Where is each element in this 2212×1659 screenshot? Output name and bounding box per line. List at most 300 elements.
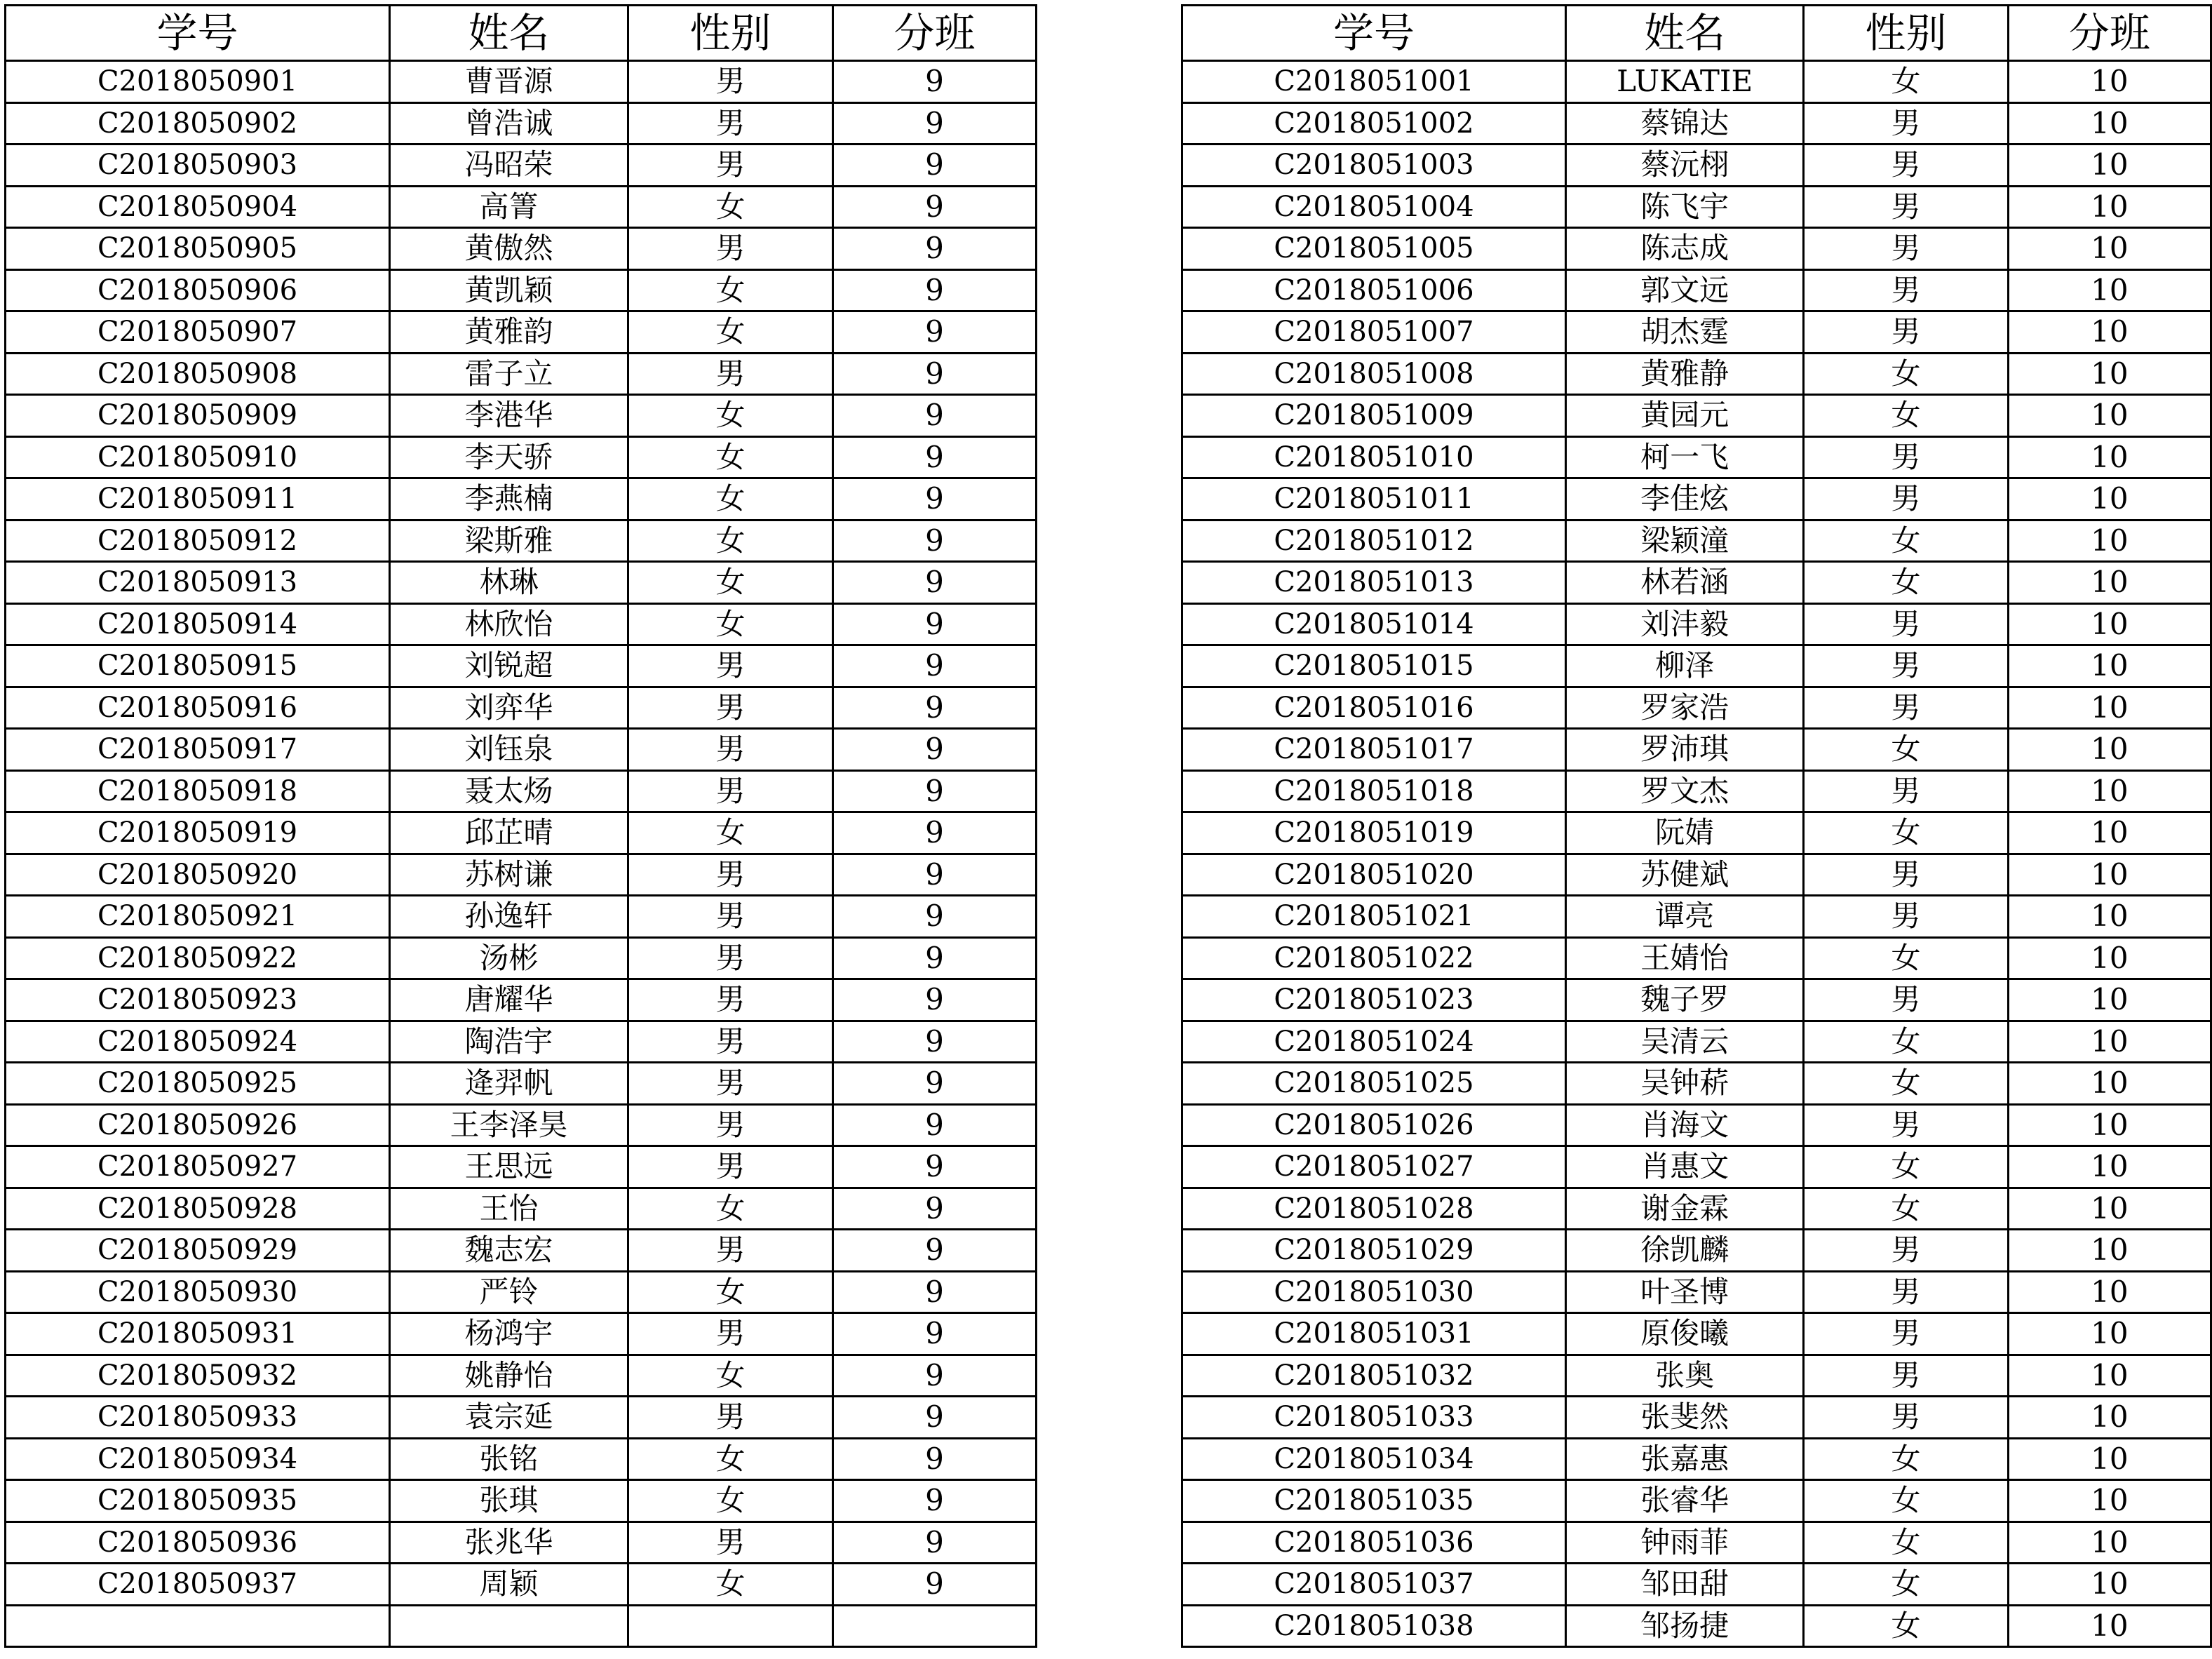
student-name-cell: 梁颖潼 xyxy=(1565,520,1803,562)
class-cell: 10 xyxy=(2008,1021,2211,1063)
table-row xyxy=(6,770,1037,812)
gender-cell: 男 xyxy=(628,61,833,103)
class-cell: 9 xyxy=(833,1564,1037,1606)
class-10-roster-table xyxy=(1181,4,2212,1648)
student-id-cell: C2018050905 xyxy=(6,228,390,270)
student-id-cell: C2018051013 xyxy=(1182,562,1566,604)
table-row xyxy=(1182,1021,2211,1063)
gender-cell: 男 xyxy=(1804,145,2008,187)
student-id-cell: C2018051004 xyxy=(1182,186,1566,228)
student-name-cell: 苏健斌 xyxy=(1565,854,1803,896)
header-student-id: 学号 xyxy=(6,6,390,61)
student-id-cell: C2018051037 xyxy=(1182,1564,1566,1606)
student-id-cell: C2018050934 xyxy=(6,1438,390,1480)
student-name-cell: 刘弈华 xyxy=(390,687,628,729)
table-row xyxy=(1182,896,2211,938)
gender-cell: 女 xyxy=(628,812,833,854)
student-name-cell: 原俊曦 xyxy=(1565,1313,1803,1355)
gender-cell: 男 xyxy=(1804,1355,2008,1397)
gender-cell: 男 xyxy=(1804,436,2008,478)
student-name-cell: 黄傲然 xyxy=(390,228,628,270)
student-name-cell: 高箐 xyxy=(390,186,628,228)
student-id-cell: C2018050903 xyxy=(6,145,390,187)
table-row xyxy=(6,186,1037,228)
gender-cell: 男 xyxy=(1804,603,2008,645)
class-cell: 9 xyxy=(833,1271,1037,1313)
table-row xyxy=(6,1230,1037,1272)
table-row xyxy=(6,353,1037,395)
table-row xyxy=(6,937,1037,979)
gender-cell: 男 xyxy=(1804,478,2008,520)
student-id-cell: C2018051020 xyxy=(1182,854,1566,896)
class-cell: 10 xyxy=(2008,395,2211,437)
table-row xyxy=(6,1355,1037,1397)
gender-cell: 女 xyxy=(1804,1063,2008,1105)
table-row xyxy=(1182,979,2211,1021)
student-name-cell: 肖海文 xyxy=(1565,1104,1803,1146)
student-id-cell: C2018050917 xyxy=(6,729,390,771)
student-id-cell: C2018051029 xyxy=(1182,1230,1566,1272)
class-cell: 9 xyxy=(833,603,1037,645)
student-id-cell: C2018050911 xyxy=(6,478,390,520)
student-id-cell: C2018051008 xyxy=(1182,353,1566,395)
class-cell: 9 xyxy=(833,228,1037,270)
class-cell: 10 xyxy=(2008,102,2211,145)
class-cell: 9 xyxy=(833,520,1037,562)
table-row xyxy=(6,1438,1037,1480)
table-row xyxy=(1182,1230,2211,1272)
student-id-cell: C2018051007 xyxy=(1182,311,1566,354)
gender-cell: 男 xyxy=(1804,854,2008,896)
student-name-cell: 张琪 xyxy=(390,1480,628,1522)
student-id-cell: C2018050933 xyxy=(6,1397,390,1439)
student-id-cell: C2018050923 xyxy=(6,979,390,1021)
student-name-cell: 汤彬 xyxy=(390,937,628,979)
gender-cell: 男 xyxy=(628,1104,833,1146)
class-cell: 9 xyxy=(833,1438,1037,1480)
class-cell: 9 xyxy=(833,1397,1037,1439)
table-row xyxy=(1182,603,2211,645)
class-cell: 10 xyxy=(2008,603,2211,645)
table-row xyxy=(6,562,1037,604)
gender-cell: 女 xyxy=(1804,353,2008,395)
table-row xyxy=(1182,395,2211,437)
student-id-cell: C2018051018 xyxy=(1182,770,1566,812)
student-name-cell: 钟雨菲 xyxy=(1565,1522,1803,1564)
student-id-cell: C2018050910 xyxy=(6,436,390,478)
class-cell: 9 xyxy=(833,770,1037,812)
student-name-cell: 陶浩宇 xyxy=(390,1021,628,1063)
student-name-cell: 林欣怡 xyxy=(390,603,628,645)
table-row xyxy=(1182,687,2211,729)
class-cell: 10 xyxy=(2008,770,2211,812)
student-name-cell: 吴清云 xyxy=(1565,1021,1803,1063)
class-cell: 9 xyxy=(833,311,1037,354)
student-id-cell: C2018051012 xyxy=(1182,520,1566,562)
gender-cell: 男 xyxy=(1804,1313,2008,1355)
student-name-cell: LUKATIE xyxy=(1565,61,1803,103)
class-cell: 9 xyxy=(833,1063,1037,1105)
gender-cell: 男 xyxy=(628,937,833,979)
gender-cell: 男 xyxy=(628,353,833,395)
gender-cell: 女 xyxy=(628,562,833,604)
student-id-cell: C2018051024 xyxy=(1182,1021,1566,1063)
student-name-cell: 王李泽昊 xyxy=(390,1104,628,1146)
student-id-cell: C2018050935 xyxy=(6,1480,390,1522)
gender-cell xyxy=(628,1605,833,1647)
class-cell: 9 xyxy=(833,102,1037,145)
student-id-cell: C2018050927 xyxy=(6,1146,390,1188)
class-cell: 9 xyxy=(833,1104,1037,1146)
student-id-cell: C2018051002 xyxy=(1182,102,1566,145)
table-row xyxy=(1182,478,2211,520)
student-name-cell: 邹田甜 xyxy=(1565,1564,1803,1606)
class-cell: 9 xyxy=(833,186,1037,228)
header-class: 分班 xyxy=(2008,6,2211,61)
gender-cell: 女 xyxy=(628,1564,833,1606)
class-cell: 10 xyxy=(2008,854,2211,896)
class-cell: 10 xyxy=(2008,1397,2211,1439)
class-cell: 10 xyxy=(2008,687,2211,729)
class-cell: 10 xyxy=(2008,1438,2211,1480)
student-name-cell: 李天骄 xyxy=(390,436,628,478)
student-name-cell: 袁宗延 xyxy=(390,1397,628,1439)
gender-cell: 女 xyxy=(1804,1021,2008,1063)
student-name-cell: 王怡 xyxy=(390,1188,628,1230)
student-name-cell: 柯一飞 xyxy=(1565,436,1803,478)
student-id-cell: C2018050914 xyxy=(6,603,390,645)
gender-cell: 男 xyxy=(1804,186,2008,228)
gender-cell: 女 xyxy=(1804,1438,2008,1480)
student-id-cell: C2018050928 xyxy=(6,1188,390,1230)
gender-cell: 男 xyxy=(628,1522,833,1564)
student-name-cell: 严铃 xyxy=(390,1271,628,1313)
gender-cell: 男 xyxy=(628,770,833,812)
class-cell: 9 xyxy=(833,1480,1037,1522)
class-cell: 9 xyxy=(833,896,1037,938)
gender-cell: 女 xyxy=(628,1188,833,1230)
student-name-cell: 冯昭荣 xyxy=(390,145,628,187)
student-name-cell: 邹扬捷 xyxy=(1565,1605,1803,1647)
class-cell: 10 xyxy=(2008,1063,2211,1105)
student-id-cell: C2018050936 xyxy=(6,1522,390,1564)
student-id-cell: C2018051026 xyxy=(1182,1104,1566,1146)
student-id-cell: C2018051032 xyxy=(1182,1355,1566,1397)
table-row xyxy=(6,812,1037,854)
table-row xyxy=(6,395,1037,437)
student-id-cell: C2018051014 xyxy=(1182,603,1566,645)
student-id-cell: C2018050908 xyxy=(6,353,390,395)
class-cell: 9 xyxy=(833,645,1037,687)
table-row xyxy=(1182,436,2211,478)
table-row xyxy=(6,478,1037,520)
class-cell: 10 xyxy=(2008,1564,2211,1606)
student-id-cell: C2018051038 xyxy=(1182,1605,1566,1647)
class-cell: 10 xyxy=(2008,937,2211,979)
student-id-cell: C2018051035 xyxy=(1182,1480,1566,1522)
gender-cell: 女 xyxy=(1804,562,2008,604)
class-cell: 10 xyxy=(2008,1188,2211,1230)
student-id-cell: C2018051006 xyxy=(1182,269,1566,311)
student-id-cell: C2018050919 xyxy=(6,812,390,854)
gender-cell: 男 xyxy=(628,102,833,145)
gender-cell: 男 xyxy=(628,1313,833,1355)
header-row xyxy=(1182,6,2211,61)
student-name-cell: 曹晋源 xyxy=(390,61,628,103)
table-row xyxy=(6,729,1037,771)
class-cell: 10 xyxy=(2008,478,2211,520)
student-id-cell: C2018050920 xyxy=(6,854,390,896)
gender-cell: 女 xyxy=(1804,1480,2008,1522)
gender-cell: 男 xyxy=(628,1230,833,1272)
student-name-cell: 林琳 xyxy=(390,562,628,604)
student-id-cell: C2018050924 xyxy=(6,1021,390,1063)
class-cell: 10 xyxy=(2008,353,2211,395)
student-name-cell: 王婧怡 xyxy=(1565,937,1803,979)
table-row xyxy=(1182,269,2211,311)
gender-cell: 男 xyxy=(1804,1271,2008,1313)
class-cell: 9 xyxy=(833,979,1037,1021)
student-id-cell: C2018050921 xyxy=(6,896,390,938)
gender-cell: 女 xyxy=(628,436,833,478)
gender-cell: 女 xyxy=(1804,395,2008,437)
header-student-id: 学号 xyxy=(1182,6,1566,61)
student-name-cell: 邱芷晴 xyxy=(390,812,628,854)
class-cell: 10 xyxy=(2008,145,2211,187)
table-row xyxy=(6,854,1037,896)
student-name-cell: 张铭 xyxy=(390,1438,628,1480)
class-cell: 9 xyxy=(833,269,1037,311)
table-row xyxy=(1182,1063,2211,1105)
student-id-cell: C2018051011 xyxy=(1182,478,1566,520)
table-row xyxy=(1182,729,2211,771)
student-id-cell: C2018051030 xyxy=(1182,1271,1566,1313)
gender-cell: 女 xyxy=(1804,1605,2008,1647)
gender-cell: 女 xyxy=(628,1480,833,1522)
gender-cell: 男 xyxy=(1804,1104,2008,1146)
gender-cell: 男 xyxy=(628,687,833,729)
class-cell: 10 xyxy=(2008,61,2211,103)
table-row xyxy=(1182,1146,2211,1188)
table-row xyxy=(6,603,1037,645)
class-cell: 9 xyxy=(833,61,1037,103)
class-cell: 9 xyxy=(833,687,1037,729)
gender-cell: 男 xyxy=(628,729,833,771)
gender-cell: 男 xyxy=(1804,979,2008,1021)
student-name-cell: 吴钟菥 xyxy=(1565,1063,1803,1105)
gender-cell: 男 xyxy=(1804,687,2008,729)
student-name-cell: 曾浩诚 xyxy=(390,102,628,145)
student-name-cell: 柳泽 xyxy=(1565,645,1803,687)
student-id-cell: C2018050913 xyxy=(6,562,390,604)
class-cell xyxy=(833,1605,1037,1647)
gender-cell: 男 xyxy=(628,1021,833,1063)
student-id-cell: C2018051010 xyxy=(1182,436,1566,478)
student-name-cell: 叶圣博 xyxy=(1565,1271,1803,1313)
gender-cell: 女 xyxy=(628,1355,833,1397)
student-id-cell: C2018051023 xyxy=(1182,979,1566,1021)
student-name-cell: 魏志宏 xyxy=(390,1230,628,1272)
table-row xyxy=(6,1522,1037,1564)
table-row xyxy=(1182,812,2211,854)
gender-cell: 男 xyxy=(1804,645,2008,687)
table-row xyxy=(6,1397,1037,1439)
gender-cell: 女 xyxy=(1804,1522,2008,1564)
table-row xyxy=(6,1188,1037,1230)
gender-cell: 男 xyxy=(1804,269,2008,311)
student-name-cell: 孙逸轩 xyxy=(390,896,628,938)
gender-cell: 男 xyxy=(628,145,833,187)
header-name: 姓名 xyxy=(390,6,628,61)
gender-cell: 女 xyxy=(628,395,833,437)
header-gender: 性别 xyxy=(628,6,833,61)
gender-cell: 男 xyxy=(1804,1397,2008,1439)
student-name-cell: 罗沛琪 xyxy=(1565,729,1803,771)
class-cell: 10 xyxy=(2008,979,2211,1021)
table-row xyxy=(6,1480,1037,1522)
gender-cell: 女 xyxy=(1804,812,2008,854)
student-id-cell: C2018051031 xyxy=(1182,1313,1566,1355)
student-name-cell: 蔡锦达 xyxy=(1565,102,1803,145)
table-row xyxy=(1182,854,2211,896)
table-row xyxy=(1182,145,2211,187)
gender-cell: 男 xyxy=(1804,311,2008,354)
gender-cell: 女 xyxy=(628,1438,833,1480)
student-id-cell: C2018050902 xyxy=(6,102,390,145)
student-name-cell: 张奥 xyxy=(1565,1355,1803,1397)
student-name-cell: 魏子罗 xyxy=(1565,979,1803,1021)
student-name-cell: 黄雅静 xyxy=(1565,353,1803,395)
table-row xyxy=(1182,102,2211,145)
student-name-cell: 雷子立 xyxy=(390,353,628,395)
student-id-cell: C2018050930 xyxy=(6,1271,390,1313)
gender-cell: 女 xyxy=(628,520,833,562)
class-9-roster-table xyxy=(4,4,1037,1648)
student-id-cell: C2018051034 xyxy=(1182,1438,1566,1480)
student-name-cell: 郭文远 xyxy=(1565,269,1803,311)
gender-cell: 女 xyxy=(1804,520,2008,562)
student-id-cell: C2018051005 xyxy=(1182,228,1566,270)
class-cell: 9 xyxy=(833,854,1037,896)
class-cell: 9 xyxy=(833,353,1037,395)
table-row xyxy=(1182,311,2211,354)
student-id-cell: C2018051028 xyxy=(1182,1188,1566,1230)
gender-cell: 女 xyxy=(628,311,833,354)
student-id-cell: C2018051017 xyxy=(1182,729,1566,771)
student-name-cell: 周颖 xyxy=(390,1564,628,1606)
student-name-cell: 林若涵 xyxy=(1565,562,1803,604)
table-row xyxy=(1182,1522,2211,1564)
class-cell: 9 xyxy=(833,1355,1037,1397)
gender-cell: 女 xyxy=(628,186,833,228)
student-id-cell: C2018050918 xyxy=(6,770,390,812)
header-class: 分班 xyxy=(833,6,1037,61)
student-id-cell: C2018050901 xyxy=(6,61,390,103)
class-cell: 10 xyxy=(2008,1355,2211,1397)
table-row xyxy=(1182,1271,2211,1313)
gender-cell: 男 xyxy=(628,645,833,687)
table-row xyxy=(1182,1104,2211,1146)
class-cell: 10 xyxy=(2008,1104,2211,1146)
class-cell: 9 xyxy=(833,395,1037,437)
student-name-cell: 姚静怡 xyxy=(390,1355,628,1397)
class-cell: 9 xyxy=(833,1188,1037,1230)
student-id-cell: C2018051019 xyxy=(1182,812,1566,854)
student-id-cell: C2018050922 xyxy=(6,937,390,979)
gender-cell: 女 xyxy=(1804,1564,2008,1606)
student-name-cell: 胡杰霆 xyxy=(1565,311,1803,354)
class-cell: 9 xyxy=(833,1522,1037,1564)
student-id-cell: C2018050907 xyxy=(6,311,390,354)
class-cell: 9 xyxy=(833,562,1037,604)
class-cell: 10 xyxy=(2008,520,2211,562)
class-cell: 9 xyxy=(833,478,1037,520)
student-name-cell: 王思远 xyxy=(390,1146,628,1188)
student-id-cell: C2018050937 xyxy=(6,1564,390,1606)
class-cell: 9 xyxy=(833,1146,1037,1188)
table-row xyxy=(6,1021,1037,1063)
table-row xyxy=(1182,1438,2211,1480)
class-cell: 9 xyxy=(833,1021,1037,1063)
table-row xyxy=(1182,520,2211,562)
table-row xyxy=(6,1313,1037,1355)
class-cell: 10 xyxy=(2008,1313,2211,1355)
student-id-cell: C2018051022 xyxy=(1182,937,1566,979)
student-id-cell: C2018051027 xyxy=(1182,1146,1566,1188)
gender-cell: 女 xyxy=(628,269,833,311)
table-row xyxy=(6,1271,1037,1313)
table-row xyxy=(1182,1564,2211,1606)
gender-cell: 男 xyxy=(1804,896,2008,938)
table-row xyxy=(6,645,1037,687)
student-name-cell: 李燕楠 xyxy=(390,478,628,520)
table-row xyxy=(6,102,1037,145)
table-row xyxy=(1182,1397,2211,1439)
table-row xyxy=(6,520,1037,562)
student-name-cell: 苏树谦 xyxy=(390,854,628,896)
student-id-cell xyxy=(6,1605,390,1647)
student-id-cell: C2018051016 xyxy=(1182,687,1566,729)
class-cell: 10 xyxy=(2008,1230,2211,1272)
student-id-cell: C2018050904 xyxy=(6,186,390,228)
student-name-cell: 聂太炀 xyxy=(390,770,628,812)
class-cell: 10 xyxy=(2008,1522,2211,1564)
gender-cell: 女 xyxy=(628,603,833,645)
table-row xyxy=(6,1063,1037,1105)
gender-cell: 男 xyxy=(1804,770,2008,812)
student-name-cell: 李港华 xyxy=(390,395,628,437)
student-name-cell: 张兆华 xyxy=(390,1522,628,1564)
gender-cell: 女 xyxy=(1804,61,2008,103)
student-id-cell: C2018050916 xyxy=(6,687,390,729)
class-cell: 10 xyxy=(2008,311,2211,354)
student-name-cell: 黄雅韵 xyxy=(390,311,628,354)
student-id-cell: C2018051015 xyxy=(1182,645,1566,687)
gender-cell: 男 xyxy=(628,896,833,938)
gender-cell: 男 xyxy=(628,228,833,270)
class-cell: 9 xyxy=(833,436,1037,478)
student-name-cell: 刘锐超 xyxy=(390,645,628,687)
student-name-cell: 梁斯雅 xyxy=(390,520,628,562)
class-cell: 10 xyxy=(2008,562,2211,604)
gender-cell: 女 xyxy=(628,478,833,520)
header-gender: 性别 xyxy=(1804,6,2008,61)
gender-cell: 男 xyxy=(1804,102,2008,145)
student-name-cell: 唐耀华 xyxy=(390,979,628,1021)
gender-cell: 男 xyxy=(628,1063,833,1105)
student-id-cell: C2018050915 xyxy=(6,645,390,687)
student-name-cell: 谢金霖 xyxy=(1565,1188,1803,1230)
